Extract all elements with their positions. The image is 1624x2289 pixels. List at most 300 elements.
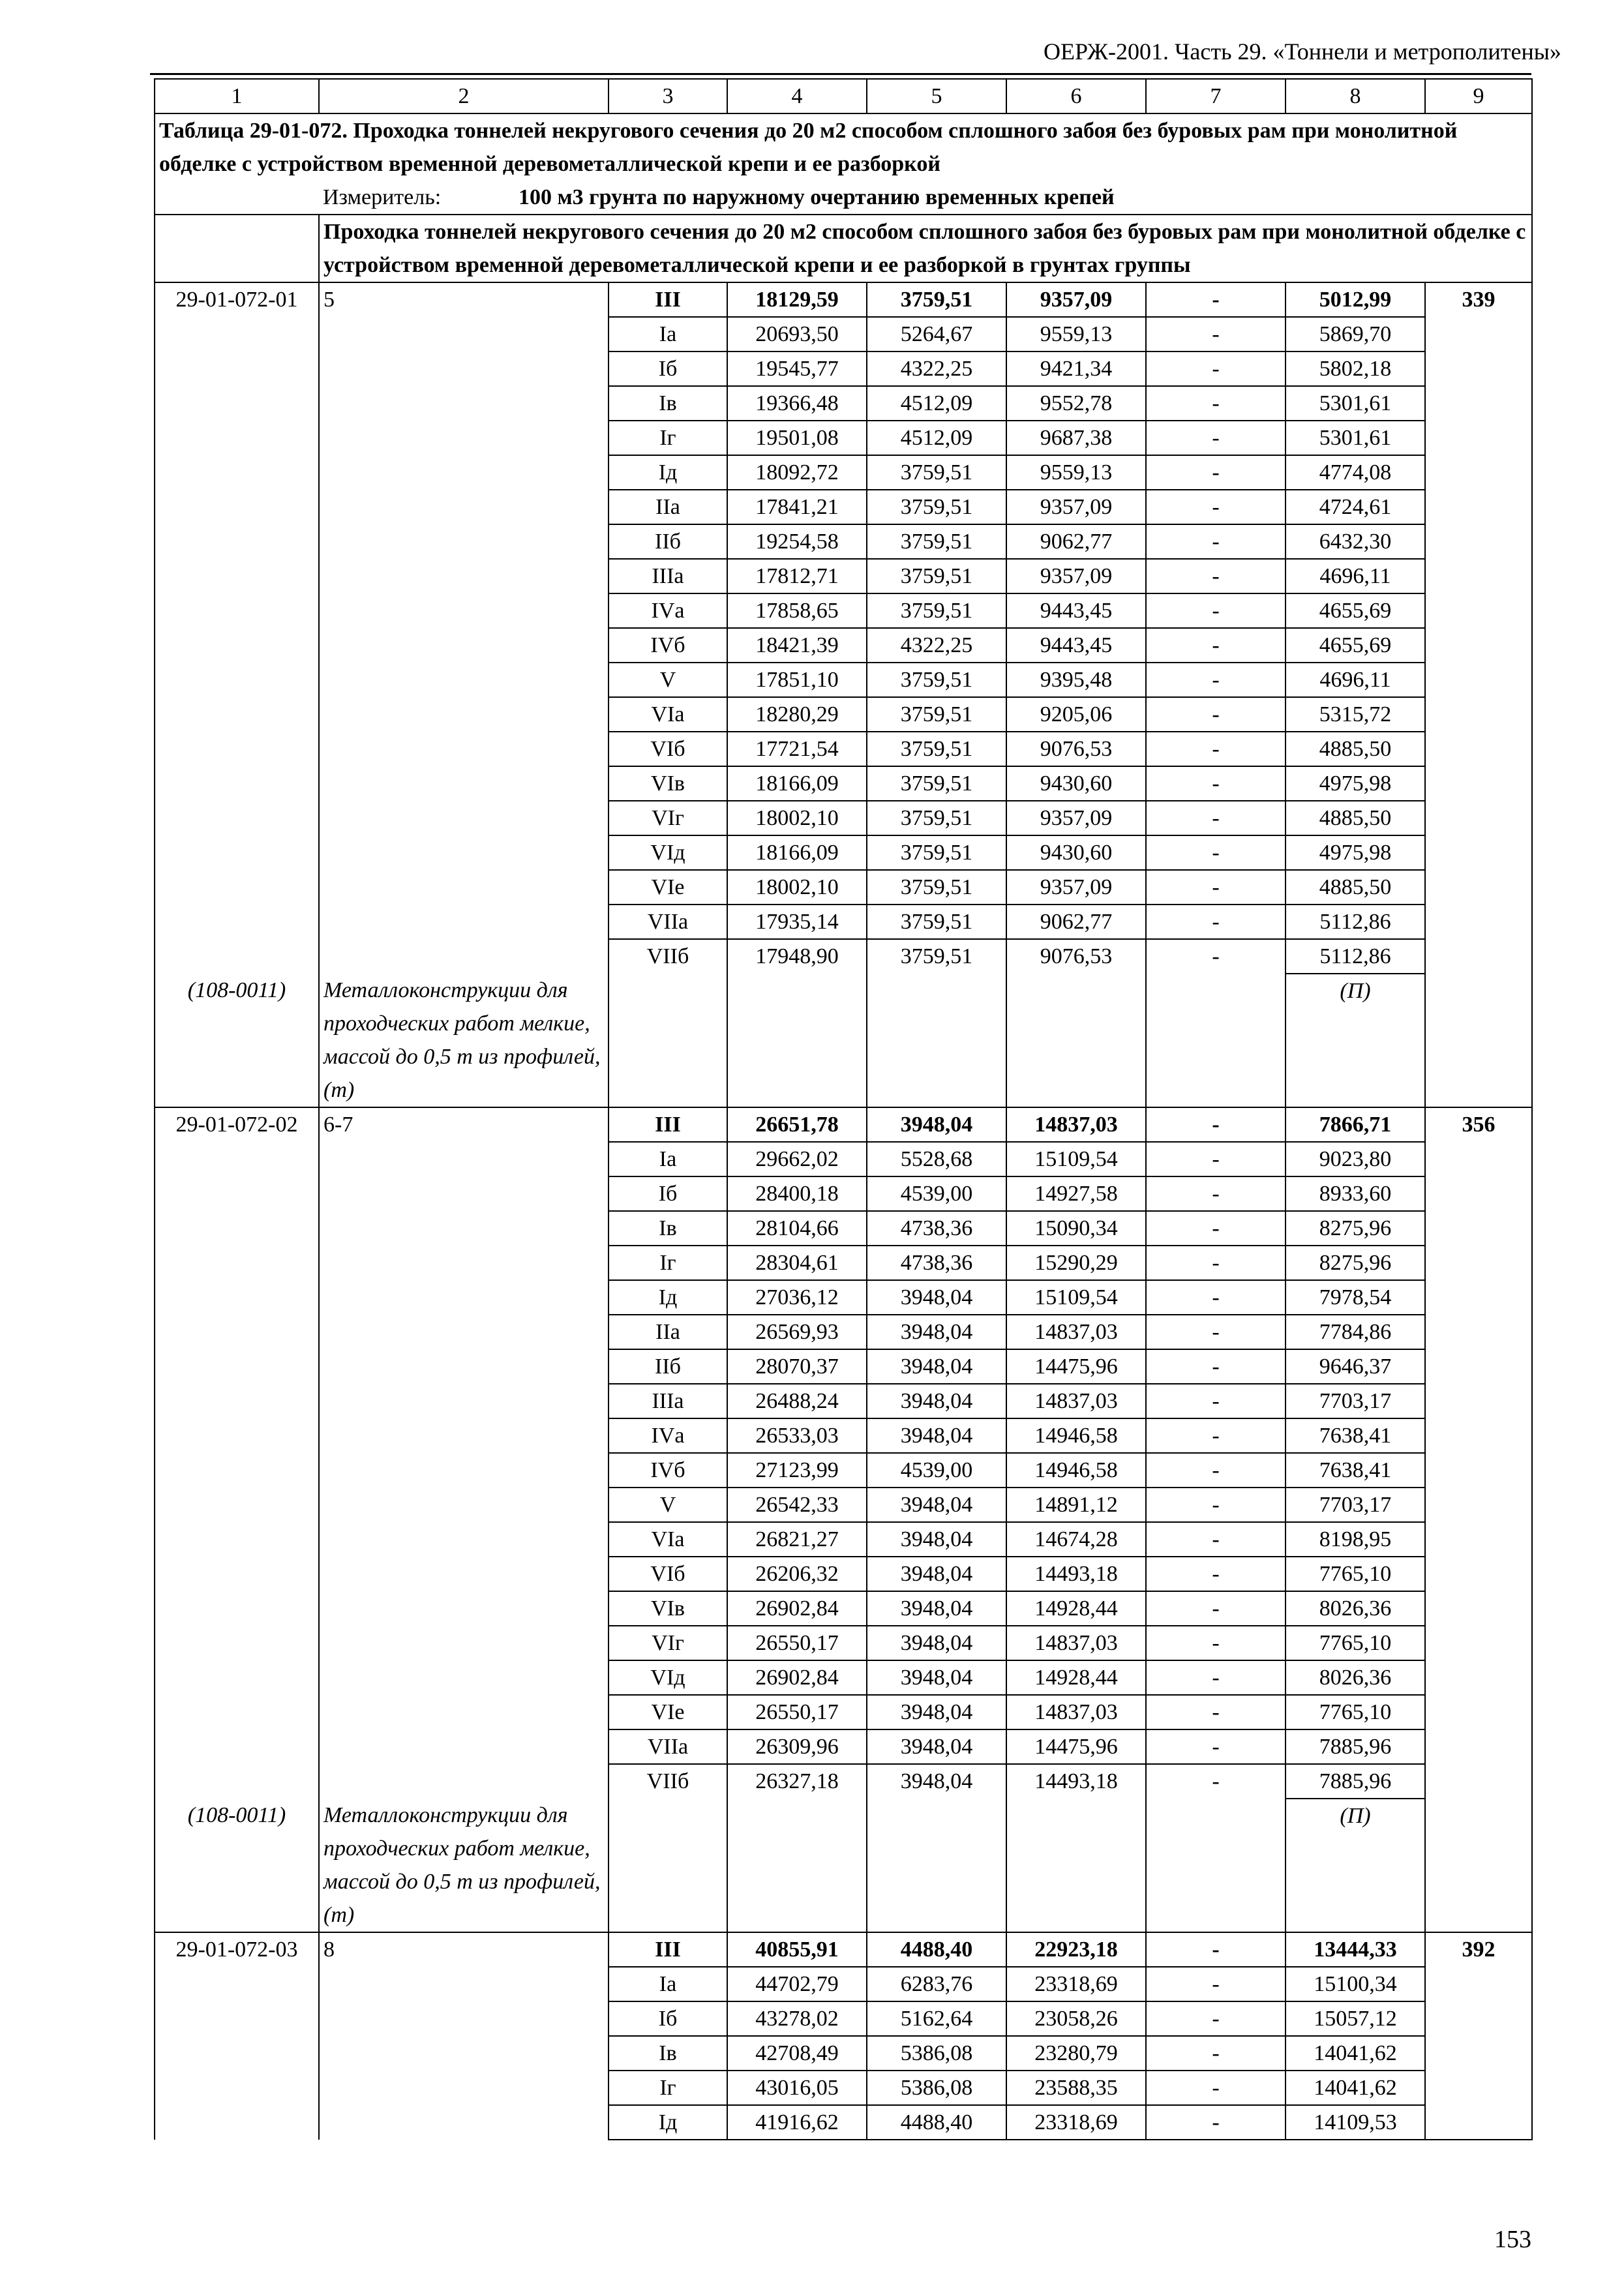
value-cell: 7885,96	[1286, 1729, 1425, 1764]
value-cell: 15100,34	[1286, 1967, 1425, 2001]
value-cell: 5869,70	[1286, 317, 1425, 352]
value-cell: 6283,76	[867, 1967, 1006, 2001]
soil-group-cell: VIг	[609, 801, 727, 835]
value-cell: 5386,08	[867, 2071, 1006, 2105]
value-cell: 19501,08	[727, 421, 867, 455]
value-cell: 23280,79	[1006, 2036, 1146, 2071]
value-cell: -	[1146, 905, 1286, 939]
soil-group-cell: III	[609, 1932, 727, 1967]
value-cell: 20693,50	[727, 317, 867, 352]
soil-group-cell: Iд	[609, 1280, 727, 1315]
value-cell: 18002,10	[727, 870, 867, 905]
value-cell: -	[1146, 386, 1286, 421]
soil-group-cell: VIв	[609, 766, 727, 801]
value-cell: 7765,10	[1286, 1695, 1425, 1729]
value-cell: -	[1146, 1280, 1286, 1315]
value-cell: 4975,98	[1286, 835, 1425, 870]
value-cell: -	[1146, 766, 1286, 801]
value-cell: 4724,61	[1286, 490, 1425, 524]
soil-group-cell: IVа	[609, 593, 727, 628]
value-cell: 4488,40	[867, 2105, 1006, 2140]
value-cell: 9076,53	[1006, 732, 1146, 766]
value-cell: 9687,38	[1006, 421, 1146, 455]
value-cell: -	[1146, 2036, 1286, 2071]
value-cell: 43278,02	[727, 2001, 867, 2036]
value-cell: 14493,18	[1006, 1557, 1146, 1591]
value-cell: -	[1146, 870, 1286, 905]
value-cell: 19254,58	[727, 524, 867, 559]
soil-group-cell: IVб	[609, 1453, 727, 1488]
soil-group-cell: VIв	[609, 1591, 727, 1626]
value-cell: 3759,51	[867, 593, 1006, 628]
value-cell: 3759,51	[867, 455, 1006, 490]
value-cell: -	[1146, 1384, 1286, 1418]
value-cell: 17721,54	[727, 732, 867, 766]
rate-code: 29-01-072-03	[155, 1932, 319, 2140]
value-cell: -	[1146, 1176, 1286, 1211]
value-cell: -	[1146, 1246, 1286, 1280]
page-number: 153	[1494, 2226, 1531, 2253]
value-cell: 4885,50	[1286, 801, 1425, 835]
value-cell: -	[1146, 1764, 1286, 1932]
value-cell: 9421,34	[1006, 352, 1146, 386]
value-cell: 9357,09	[1006, 801, 1146, 835]
value-cell: 9552,78	[1006, 386, 1146, 421]
resource-name: Металлоконструкции для проходческих работ мелкие, массой до 0,5 т из профилей, (т)	[319, 1799, 609, 1932]
value-cell: 5301,61	[1286, 421, 1425, 455]
soil-group-cell: VIд	[609, 1660, 727, 1695]
value-cell: 3948,04	[867, 1695, 1006, 1729]
value-cell: 3948,04	[867, 1107, 1006, 1142]
value-cell: -	[1146, 593, 1286, 628]
value-cell: 7978,54	[1286, 1280, 1425, 1315]
value-cell: 9443,45	[1006, 593, 1146, 628]
value-cell: 14109,53	[1286, 2105, 1425, 2140]
meter-row	[155, 181, 1532, 215]
header-rule	[150, 73, 1531, 75]
value-cell: -	[1146, 663, 1286, 697]
value-cell: 19545,77	[727, 352, 867, 386]
soil-group-cell: Iв	[609, 1211, 727, 1246]
value-cell: 26542,33	[727, 1488, 867, 1522]
rate-code: 29-01-072-02	[155, 1107, 319, 1799]
value-cell: 41916,62	[727, 2105, 867, 2140]
value-cell: 9443,45	[1006, 628, 1146, 663]
value-cell: 9395,48	[1006, 663, 1146, 697]
value-cell: 3948,04	[867, 1315, 1006, 1349]
value-cell: 4696,11	[1286, 663, 1425, 697]
value-cell: -	[1146, 1522, 1286, 1557]
column-9-value: 356	[1425, 1107, 1532, 1932]
soil-group-cell: VIIб	[609, 939, 727, 1107]
value-cell: 4885,50	[1286, 732, 1425, 766]
soil-group-cell: Iг	[609, 2071, 727, 2105]
value-cell: 23058,26	[1006, 2001, 1146, 2036]
value-cell: -	[1146, 697, 1286, 732]
soil-group-cell: Iа	[609, 1967, 727, 2001]
value-cell: 6432,30	[1286, 524, 1425, 559]
value-cell: 14891,12	[1006, 1488, 1146, 1522]
value-cell: 19366,48	[727, 386, 867, 421]
value-cell: 14928,44	[1006, 1591, 1146, 1626]
value-cell: 26902,84	[727, 1660, 867, 1695]
column-number: 6	[1006, 79, 1146, 113]
soil-group-cell: Iб	[609, 352, 727, 386]
value-cell: 14475,96	[1006, 1729, 1146, 1764]
soil-group-cell: IVа	[609, 1418, 727, 1453]
value-cell: 3948,04	[867, 1384, 1006, 1418]
table-row	[155, 1932, 1532, 1967]
value-cell: 7703,17	[1286, 1488, 1425, 1522]
value-cell: 8275,96	[1286, 1211, 1425, 1246]
value-cell: 15057,12	[1286, 2001, 1425, 2036]
soil-group-cell: III	[609, 1107, 727, 1142]
value-cell: -	[1146, 1142, 1286, 1176]
value-cell: 4322,25	[867, 352, 1006, 386]
soil-group-cell: VIб	[609, 1557, 727, 1591]
value-cell: 4512,09	[867, 421, 1006, 455]
value-cell: 15090,34	[1006, 1211, 1146, 1246]
soil-group-cell: IIа	[609, 490, 727, 524]
soil-group-cell: VIа	[609, 697, 727, 732]
value-cell: -	[1146, 317, 1286, 352]
soil-group-cell: V	[609, 1488, 727, 1522]
value-cell: 5528,68	[867, 1142, 1006, 1176]
value-cell: -	[1146, 524, 1286, 559]
value-cell: 17935,14	[727, 905, 867, 939]
value-cell: 14927,58	[1006, 1176, 1146, 1211]
value-cell: 14946,58	[1006, 1418, 1146, 1453]
value-cell: 9646,37	[1286, 1349, 1425, 1384]
value-cell: 5112,86	[1286, 905, 1425, 939]
value-cell: 3759,51	[867, 732, 1006, 766]
soil-group-cell: VIе	[609, 1695, 727, 1729]
description-row	[155, 215, 1532, 282]
value-cell: 18166,09	[727, 766, 867, 801]
soil-group-cell: VIд	[609, 835, 727, 870]
soil-group-cell: Iв	[609, 386, 727, 421]
value-cell: 28400,18	[727, 1176, 867, 1211]
value-cell: -	[1146, 490, 1286, 524]
value-cell: -	[1146, 1626, 1286, 1660]
soil-group-cell: III	[609, 282, 727, 317]
column-number-row	[155, 79, 1532, 113]
value-cell: 44702,79	[727, 1967, 867, 2001]
value-cell: 4539,00	[867, 1453, 1006, 1488]
value-cell: 3759,51	[867, 282, 1006, 317]
value-cell: 14946,58	[1006, 1453, 1146, 1488]
group-cell: 8	[319, 1932, 609, 2140]
value-cell: 42708,49	[727, 2036, 867, 2071]
column-9-value: 392	[1425, 1932, 1532, 2140]
value-cell: 3759,51	[867, 766, 1006, 801]
value-cell: 26488,24	[727, 1384, 867, 1418]
value-cell: 3759,51	[867, 801, 1006, 835]
value-cell: 9357,09	[1006, 870, 1146, 905]
value-cell: 7638,41	[1286, 1453, 1425, 1488]
value-cell: -	[1146, 1107, 1286, 1142]
value-cell: 28070,37	[727, 1349, 867, 1384]
value-cell: 3948,04	[867, 1522, 1006, 1557]
column-number: 4	[727, 79, 867, 113]
soil-group-cell: VIг	[609, 1626, 727, 1660]
value-cell: 4696,11	[1286, 559, 1425, 593]
value-cell: 9357,09	[1006, 282, 1146, 317]
value-cell: 14837,03	[1006, 1107, 1146, 1142]
column-number: 2	[319, 79, 609, 113]
value-cell: -	[1146, 1315, 1286, 1349]
soil-group-cell: Iг	[609, 421, 727, 455]
value-cell: 9357,09	[1006, 559, 1146, 593]
meter-value: 100 м3 грунта по наружному очертанию временных крепей	[519, 185, 1115, 209]
value-cell: 14041,62	[1286, 2036, 1425, 2071]
value-cell: 4655,69	[1286, 593, 1425, 628]
value-cell: -	[1146, 1591, 1286, 1626]
value-cell: -	[1146, 732, 1286, 766]
value-cell: 14041,62	[1286, 2071, 1425, 2105]
value-cell: 3948,04	[867, 1488, 1006, 1522]
value-cell: 5112,86	[1286, 939, 1425, 974]
value-cell: -	[1146, 2071, 1286, 2105]
value-cell: -	[1146, 1418, 1286, 1453]
value-cell: 4512,09	[867, 386, 1006, 421]
value-cell: -	[1146, 559, 1286, 593]
value-cell: 26821,27	[727, 1522, 867, 1557]
resource-unit: (П)	[1286, 1799, 1425, 1932]
soil-group-cell: Iа	[609, 317, 727, 352]
value-cell: 5264,67	[867, 317, 1006, 352]
value-cell: 4885,50	[1286, 870, 1425, 905]
value-cell: -	[1146, 1453, 1286, 1488]
value-cell: 26902,84	[727, 1591, 867, 1626]
soil-group-cell: VIа	[609, 1522, 727, 1557]
soil-group-cell: VIб	[609, 732, 727, 766]
value-cell: 4738,36	[867, 1211, 1006, 1246]
value-cell: 9062,77	[1006, 905, 1146, 939]
value-cell: 5802,18	[1286, 352, 1425, 386]
value-cell: 4655,69	[1286, 628, 1425, 663]
table-description: Проходка тоннелей некругового сечения до 20 м2 способом сплошного забоя без буровых рам при монолитной обделке с устройством временной деревометаллической крепи и ее разборкой в грунтах группы	[319, 215, 1532, 282]
table-title: Таблица 29-01-072. Проходка тоннелей некругового сечения до 20 м2 способом сплошного забоя без буровых рам при монолитной обделке с устройством временной деревометаллической крепи и ее разборкой	[155, 113, 1532, 181]
value-cell: 8198,95	[1286, 1522, 1425, 1557]
value-cell: 29662,02	[727, 1142, 867, 1176]
value-cell: 17858,65	[727, 593, 867, 628]
value-cell: 3948,04	[867, 1591, 1006, 1626]
soil-group-cell: V	[609, 663, 727, 697]
value-cell: 14837,03	[1006, 1626, 1146, 1660]
value-cell: 13444,33	[1286, 1932, 1425, 1967]
rates-table	[154, 78, 1533, 2140]
value-cell: -	[1146, 628, 1286, 663]
value-cell: 26309,96	[727, 1729, 867, 1764]
value-cell: 22923,18	[1006, 1932, 1146, 1967]
value-cell: 7784,86	[1286, 1315, 1425, 1349]
group-cell: 6-7	[319, 1107, 609, 1799]
value-cell: 3948,04	[867, 1557, 1006, 1591]
value-cell: 14837,03	[1006, 1315, 1146, 1349]
value-cell: 3948,04	[867, 1418, 1006, 1453]
soil-group-cell: VIIб	[609, 1764, 727, 1932]
soil-group-cell: Iб	[609, 2001, 727, 2036]
value-cell: 27036,12	[727, 1280, 867, 1315]
rate-code: 29-01-072-01	[155, 282, 319, 974]
soil-group-cell: Iд	[609, 455, 727, 490]
soil-group-cell: IVб	[609, 628, 727, 663]
value-cell: 28104,66	[727, 1211, 867, 1246]
value-cell: -	[1146, 352, 1286, 386]
value-cell: 18129,59	[727, 282, 867, 317]
value-cell: 9430,60	[1006, 766, 1146, 801]
value-cell: -	[1146, 1695, 1286, 1729]
value-cell: 4488,40	[867, 1932, 1006, 1967]
value-cell: 18092,72	[727, 455, 867, 490]
value-cell: 17851,10	[727, 663, 867, 697]
value-cell: 26327,18	[727, 1764, 867, 1932]
value-cell: -	[1146, 1932, 1286, 1967]
value-cell: -	[1146, 801, 1286, 835]
value-cell: 9357,09	[1006, 490, 1146, 524]
value-cell: 14475,96	[1006, 1349, 1146, 1384]
value-cell: -	[1146, 939, 1286, 1107]
column-number: 7	[1146, 79, 1286, 113]
group-cell: 5	[319, 282, 609, 974]
value-cell: 5315,72	[1286, 697, 1425, 732]
value-cell: 14837,03	[1006, 1695, 1146, 1729]
value-cell: 3759,51	[867, 939, 1006, 1107]
value-cell: 3948,04	[867, 1660, 1006, 1695]
value-cell: 3948,04	[867, 1626, 1006, 1660]
value-cell: 14928,44	[1006, 1660, 1146, 1695]
value-cell: 4975,98	[1286, 766, 1425, 801]
value-cell: -	[1146, 2105, 1286, 2140]
value-cell: 5162,64	[867, 2001, 1006, 2036]
table-row	[155, 282, 1532, 317]
value-cell: 3759,51	[867, 870, 1006, 905]
value-cell: 5012,99	[1286, 282, 1425, 317]
soil-group-cell: Iв	[609, 2036, 727, 2071]
value-cell: 5386,08	[867, 2036, 1006, 2071]
value-cell: 14837,03	[1006, 1384, 1146, 1418]
value-cell: 23318,69	[1006, 2105, 1146, 2140]
soil-group-cell: Iг	[609, 1246, 727, 1280]
column-9-value: 339	[1425, 282, 1532, 1107]
value-cell: 26651,78	[727, 1107, 867, 1142]
value-cell: 4774,08	[1286, 455, 1425, 490]
value-cell: 26569,93	[727, 1315, 867, 1349]
value-cell: 3948,04	[867, 1280, 1006, 1315]
soil-group-cell: IIб	[609, 524, 727, 559]
value-cell: 18421,39	[727, 628, 867, 663]
value-cell: 4738,36	[867, 1246, 1006, 1280]
value-cell: 9559,13	[1006, 455, 1146, 490]
value-cell: 3759,51	[867, 490, 1006, 524]
value-cell: -	[1146, 1729, 1286, 1764]
resource-name: Металлоконструкции для проходческих работ мелкие, массой до 0,5 т из профилей, (т)	[319, 974, 609, 1107]
column-number: 1	[155, 79, 319, 113]
soil-group-cell: IIа	[609, 1315, 727, 1349]
value-cell: 26533,03	[727, 1418, 867, 1453]
value-cell: 3759,51	[867, 559, 1006, 593]
column-number: 3	[609, 79, 727, 113]
soil-group-cell: IIб	[609, 1349, 727, 1384]
value-cell: 3759,51	[867, 663, 1006, 697]
soil-group-cell: Iа	[609, 1142, 727, 1176]
value-cell: 3759,51	[867, 905, 1006, 939]
value-cell: 15109,54	[1006, 1142, 1146, 1176]
soil-group-cell: VIе	[609, 870, 727, 905]
value-cell: 23588,35	[1006, 2071, 1146, 2105]
value-cell: 27123,99	[727, 1453, 867, 1488]
value-cell: 26206,32	[727, 1557, 867, 1591]
value-cell: -	[1146, 1660, 1286, 1695]
value-cell: 7765,10	[1286, 1626, 1425, 1660]
value-cell: 3948,04	[867, 1729, 1006, 1764]
soil-group-cell: VIIа	[609, 1729, 727, 1764]
value-cell: 9559,13	[1006, 317, 1146, 352]
value-cell: 14674,28	[1006, 1522, 1146, 1557]
value-cell: 3759,51	[867, 697, 1006, 732]
column-number: 9	[1425, 79, 1532, 113]
value-cell: 9062,77	[1006, 524, 1146, 559]
value-cell: -	[1146, 282, 1286, 317]
value-cell: 26550,17	[727, 1695, 867, 1729]
value-cell: 8933,60	[1286, 1176, 1425, 1211]
value-cell: -	[1146, 1557, 1286, 1591]
soil-group-cell: IIIа	[609, 1384, 727, 1418]
resource-code: (108-0011)	[155, 974, 319, 1107]
value-cell: 7703,17	[1286, 1384, 1425, 1418]
value-cell: -	[1146, 2001, 1286, 2036]
value-cell: -	[1146, 421, 1286, 455]
value-cell: 9076,53	[1006, 939, 1146, 1107]
value-cell: 40855,91	[727, 1932, 867, 1967]
value-cell: 3948,04	[867, 1764, 1006, 1932]
value-cell: 8275,96	[1286, 1246, 1425, 1280]
value-cell: 4322,25	[867, 628, 1006, 663]
value-cell: 7638,41	[1286, 1418, 1425, 1453]
value-cell: -	[1146, 1967, 1286, 2001]
column-number: 8	[1286, 79, 1425, 113]
value-cell: 17812,71	[727, 559, 867, 593]
value-cell: 7866,71	[1286, 1107, 1425, 1142]
table-row	[155, 1107, 1532, 1142]
value-cell: 17948,90	[727, 939, 867, 1107]
value-cell: -	[1146, 1349, 1286, 1384]
value-cell: 18002,10	[727, 801, 867, 835]
soil-group-cell: Iд	[609, 2105, 727, 2140]
value-cell: 5301,61	[1286, 386, 1425, 421]
meter	[319, 181, 1532, 215]
value-cell: 3759,51	[867, 835, 1006, 870]
value-cell: 8026,36	[1286, 1591, 1425, 1626]
document-header: ОЕРЖ-2001. Часть 29. «Тоннели и метрополитены»	[1044, 38, 1561, 65]
value-cell: 26550,17	[727, 1626, 867, 1660]
value-cell: 7765,10	[1286, 1557, 1425, 1591]
value-cell: 9430,60	[1006, 835, 1146, 870]
value-cell: 14493,18	[1006, 1764, 1146, 1932]
value-cell: 7885,96	[1286, 1764, 1425, 1799]
value-cell: -	[1146, 1211, 1286, 1246]
value-cell: 28304,61	[727, 1246, 867, 1280]
table-title-row	[155, 113, 1532, 181]
resource-code: (108-0011)	[155, 1799, 319, 1932]
value-cell: -	[1146, 835, 1286, 870]
resource-unit: (П)	[1286, 974, 1425, 1107]
value-cell: 9023,80	[1286, 1142, 1425, 1176]
value-cell: 18280,29	[727, 697, 867, 732]
value-cell: 23318,69	[1006, 1967, 1146, 2001]
value-cell: 3948,04	[867, 1349, 1006, 1384]
